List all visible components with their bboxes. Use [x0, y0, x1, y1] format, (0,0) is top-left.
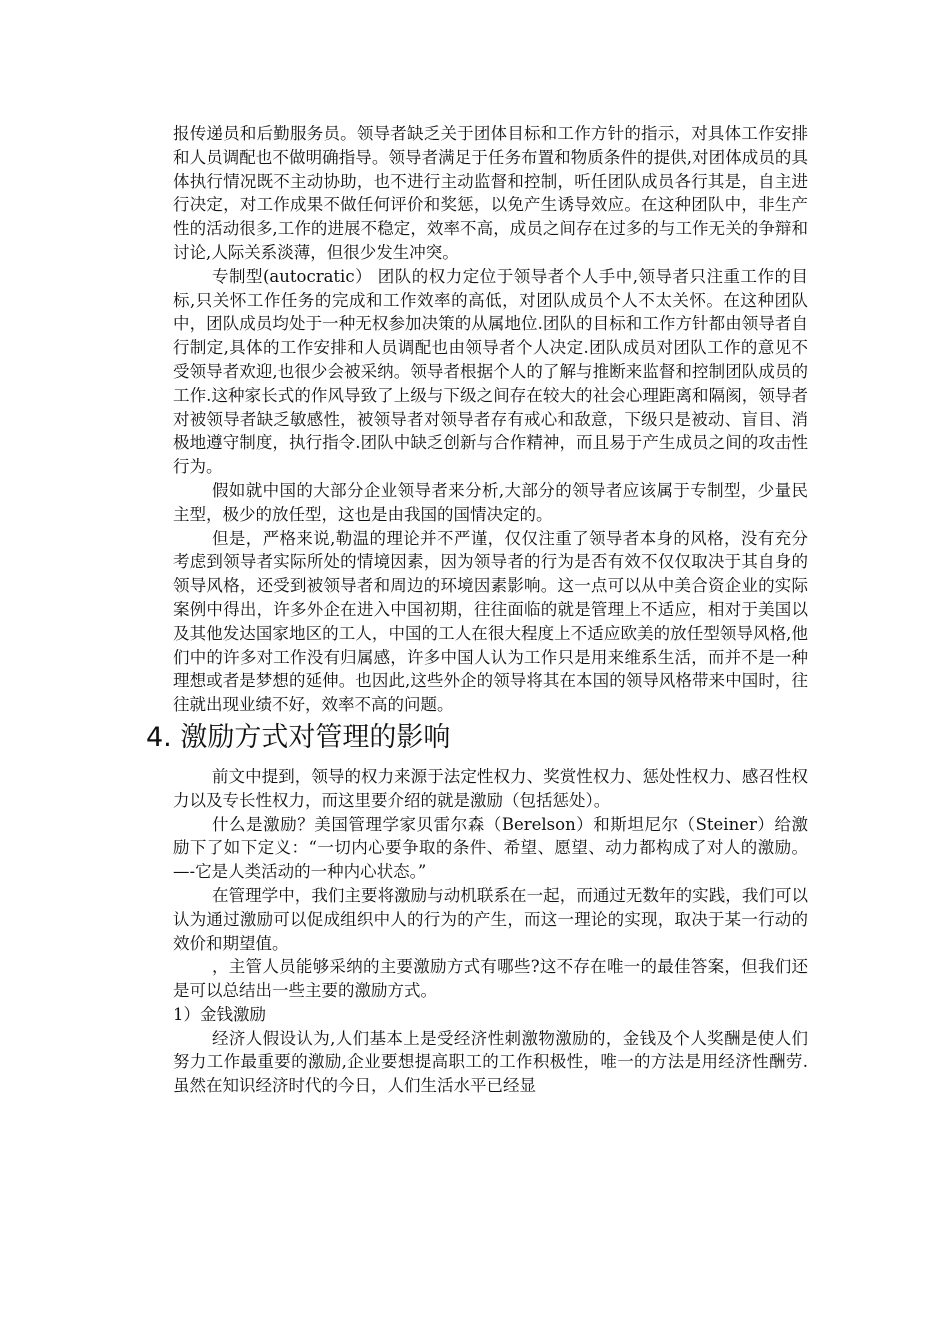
document-page	[146, 122, 808, 1098]
paragraph-motivation-methods: ，主管人员能够采纳的主要激励方式有哪些?这不存在唯一的最佳答案，但我们还是可以总结出一些主要的激励方式。	[173, 957, 808, 1001]
paragraph-economic-man: 经济人假设认为,人们基本上是受经济性刺激物激励的，金钱及个人奖酬是使人们努力工作最重要的激励,企业要想提高职工的工作积极性，唯一的方法是用经济性酬劳.虽然在知识经济时代的今日，人们生活水平已经显	[173, 1028, 808, 1096]
section-heading: 4. 激励方式对管理的影响	[146, 721, 451, 753]
paragraph-motivation-definition: 什么是激励？美国管理学家贝雷尔森（Berelson）和斯坦尼尔（Steiner）给激励下了如下定义：“一切内心要争取的条件、希望、愿望、动力都构成了对人的激励。—-它是人类活动的一种内心状态。”	[173, 814, 808, 882]
subheading-money-incentive: 1）金钱激励	[173, 1004, 266, 1024]
paragraph-motivation-theory: 在管理学中，我们主要将激励与动机联系在一起，而通过无数年的实践，我们可以认为通过激励可以促成组织中人的行为的产生，而这一理论的实现，取决于某一行动的效价和期望值。	[173, 885, 808, 953]
paragraph-lewin-critique: 但是，严格来说,勒温的理论并不严谨，仅仅注重了领导者本身的风格，没有充分考虑到领导者实际所处的情境因素，因为领导者的行为是否有效不仅仅取决于其自身的领导风格，还受到被领导者和周边的环境因素影响。这一点可以从中美合资企业的实际案例中得出，许多外企在进入中国初期，往往面临的就是管理上不适应，相对于美国以及其他发达国家地区的工人，中国的工人在很大程度上不适应欧美的放任型领导风格,他们中的许多对工作没有归属感，许多中国人认为工作只是用来维系生活，而并不是一种理想或者是梦想的延伸。也因此,这些外企的领导将其在本国的领导风格带来中国时，往往就出现业绩不好，效率不高的问题。	[173, 528, 808, 715]
paragraph-chinese-leaders: 假如就中国的大部分企业领导者来分析,大部分的领导者应该属于专制型，少量民主型，极少的放任型，这也是由我国的国情决定的。	[173, 480, 808, 524]
paragraph-autocratic: 专制型(autocratic） 团队的权力定位于领导者个人手中,领导者只注重工作的目标,只关怀工作任务的完成和工作效率的高低，对团队成员个人不太关怀。在这种团队中，团队成员均处于一种无权参加决策的从属地位.团队的目标和工作方针都由领导者自行制定,具体的工作安排和人员调配也由领导者个人决定.团队成员对团队工作的意见不受领导者欢迎,也很少会被采纳。领导者根据个人的了解与推断来监督和控制团队成员的工作.这种家长式的作风导致了上级与下级之间存在较大的社会心理距离和隔阂，领导者对被领导者缺乏敏感性，被领导者对领导者存有戒心和敌意，下级只是被动、盲目、消极地遵守制度，执行指令.团队中缺乏创新与合作精神，而且易于产生成员之间的攻击性行为。	[173, 266, 808, 477]
paragraph-laissez-faire: 报传递员和后勤服务员。领导者缺乏关于团体目标和工作方针的指示，对具体工作安排和人员调配也不做明确指导。领导者满足于任务布置和物质条件的提供,对团体成员的具体执行情况既不主动协助，也不进行主动监督和控制，听任团队成员各行其是，自主进行决定，对工作成果不做任何评价和奖惩，以免产生诱导效应。在这种团队中，非生产性的活动很多,工作的进展不稳定，效率不高，成员之间存在过多的与工作无关的争辩和讨论,人际关系淡薄，但很少发生冲突。	[173, 124, 808, 262]
paragraph-power-sources: 前文中提到，领导的权力来源于法定性权力、奖赏性权力、惩处性权力、感召性权力以及专长性权力，而这里要介绍的就是激励（包括惩处）。	[173, 766, 808, 810]
